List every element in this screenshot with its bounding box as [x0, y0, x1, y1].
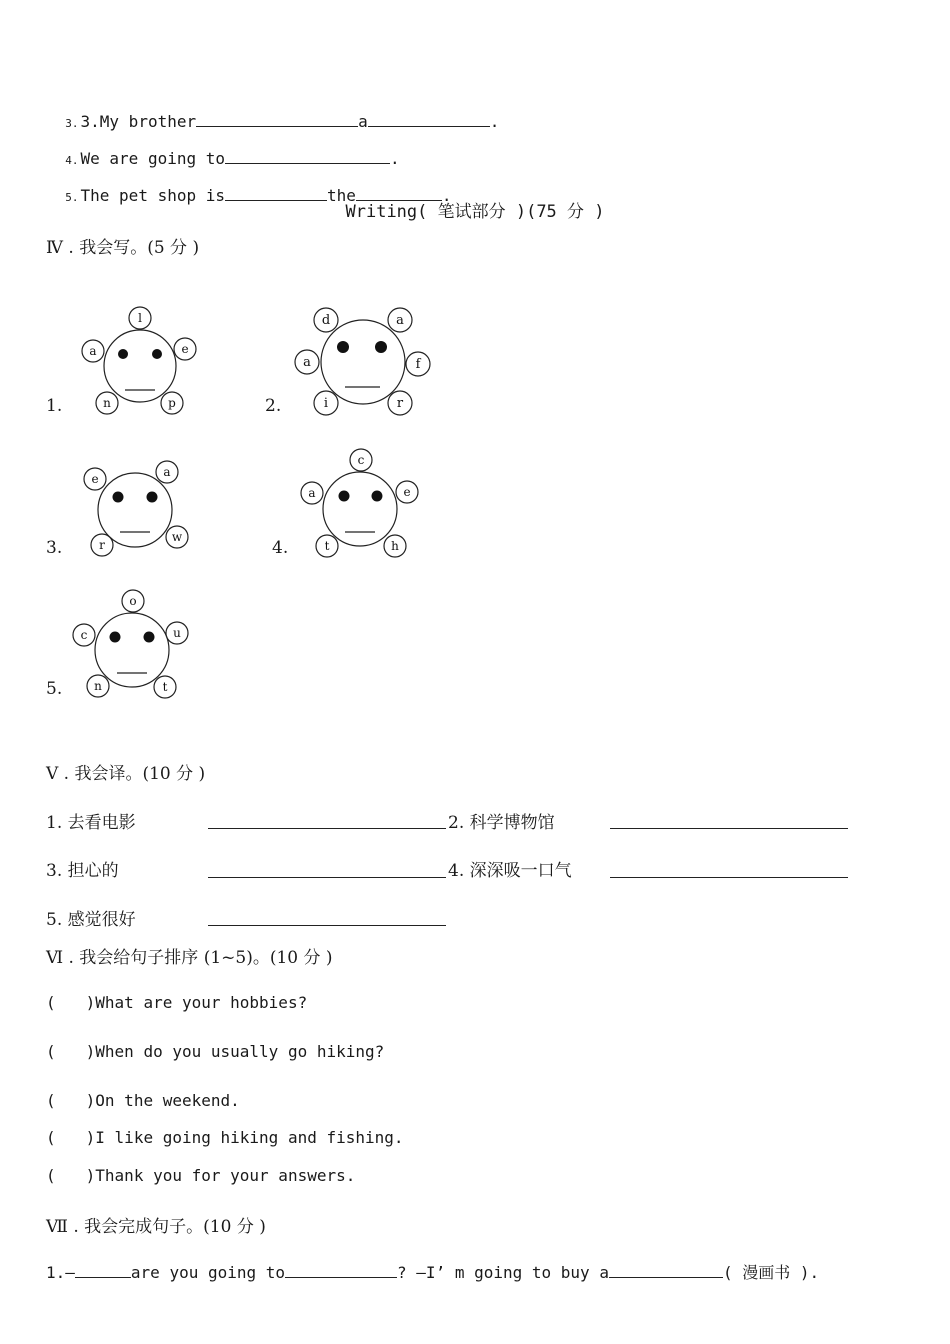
item-number: 3. — [46, 861, 63, 881]
item-number: 1. — [46, 813, 63, 833]
translate-item-4 — [448, 856, 572, 881]
sentence-text: What are your hobbies? — [95, 993, 308, 1012]
answer-blank[interactable] — [285, 1263, 397, 1278]
puzzle-number: 1. — [46, 396, 63, 416]
letter: l — [138, 311, 142, 325]
section4-title: Ⅳ . 我会写。(5 分 ) — [46, 238, 200, 258]
item-number: 5. — [46, 910, 63, 930]
bracket-open: ( — [46, 1042, 56, 1061]
letter: d — [321, 313, 331, 328]
bracket-close: ) — [85, 1091, 96, 1110]
item-number: 1.— — [46, 1263, 75, 1282]
letter: r — [396, 396, 404, 411]
item-number: 3. — [65, 117, 79, 130]
section5-title: Ⅴ . 我会译。(10 分 ) — [46, 764, 206, 784]
letter: u — [173, 626, 181, 640]
item-prefix: 3.My brother — [80, 112, 197, 131]
item-number: 2. — [448, 813, 465, 833]
letter: h — [391, 539, 399, 553]
order-sentence-1 — [46, 991, 307, 1015]
item-prefix: The pet shop is — [80, 186, 226, 205]
letter: a — [89, 344, 97, 358]
letter: a — [163, 465, 171, 479]
answer-line[interactable] — [208, 877, 446, 878]
letter: i — [323, 396, 329, 411]
order-sentence-5 — [46, 1164, 355, 1188]
letter-face-2 — [290, 302, 435, 422]
letter: a — [303, 355, 311, 370]
answer-line[interactable] — [610, 828, 848, 829]
sentence-text: Thank you for your answers. — [95, 1166, 356, 1185]
item-number: 5. — [65, 191, 79, 204]
translate-item-2 — [448, 808, 555, 833]
answer-blank[interactable] — [609, 1263, 723, 1278]
sentence-text: On the weekend. — [95, 1091, 240, 1110]
answer-line[interactable] — [208, 828, 446, 829]
item-number: 4. — [448, 861, 465, 881]
item-text: 感觉很好 — [67, 910, 136, 930]
item-text: 科学博物馆 — [469, 813, 555, 833]
letter-face-3 — [78, 455, 198, 565]
letter: p — [168, 396, 176, 410]
item-mid: a — [358, 112, 368, 131]
letter-face-4 — [297, 445, 427, 565]
letter: n — [103, 396, 111, 410]
letter: w — [171, 530, 183, 544]
section7-title: Ⅶ . 我会完成句子。(10 分 ) — [46, 1217, 266, 1237]
order-sentence-3 — [46, 1089, 240, 1113]
item-mid: the — [327, 186, 356, 205]
bracket-close: ) — [85, 1042, 96, 1061]
item-text: 深深吸一口气 — [469, 861, 572, 881]
puzzle-number: 4. — [272, 538, 289, 558]
sentence-text: When do you usually go hiking? — [95, 1042, 385, 1061]
letter: r — [99, 538, 105, 552]
bracket-open: ( — [46, 1128, 56, 1147]
answer-line[interactable] — [208, 925, 446, 926]
item-number: 4. — [65, 154, 79, 167]
order-sentence-4 — [46, 1126, 404, 1150]
puzzle-number: 5. — [46, 679, 63, 699]
letter: e — [181, 342, 189, 356]
letter: e — [403, 485, 411, 499]
answer-line[interactable] — [610, 877, 848, 878]
letter-face-1 — [75, 300, 205, 425]
item-text: 担心的 — [67, 861, 119, 881]
item-end: . — [489, 112, 500, 131]
translate-item-3 — [46, 856, 119, 881]
letter-face-5 — [70, 587, 195, 702]
letter: a — [308, 486, 316, 500]
letter: a — [396, 313, 404, 328]
sentence-part: ? —I’ m going to buy a — [397, 1263, 609, 1282]
complete-sentence-1 — [46, 1261, 819, 1285]
sentence-text: I like going hiking and fishing. — [95, 1128, 404, 1147]
sentence-part: ( 漫画书 ). — [722, 1263, 820, 1282]
letter: c — [80, 628, 88, 642]
item-end: . — [441, 186, 452, 205]
letter: t — [324, 539, 330, 553]
order-sentence-2 — [46, 1040, 384, 1064]
item-prefix: We are going to — [80, 149, 226, 168]
letter: c — [357, 453, 365, 467]
bracket-close: ) — [85, 993, 96, 1012]
bracket-open: ( — [46, 1166, 56, 1185]
letter: f — [415, 357, 421, 372]
answer-blank[interactable] — [75, 1263, 131, 1278]
item-text: 去看电影 — [67, 813, 136, 833]
sentence-part: are you going to — [130, 1263, 286, 1282]
puzzle-number: 3. — [46, 538, 63, 558]
letter: e — [91, 472, 99, 486]
section6-title: Ⅵ . 我会给句子排序 (1~5)。(10 分 ) — [46, 948, 333, 968]
item-end: . — [390, 149, 400, 168]
bracket-close: ) — [85, 1128, 96, 1147]
writing-title: Writing( 笔试部分 )(75 分 ) — [345, 202, 605, 222]
bracket-close: ) — [85, 1166, 96, 1185]
translate-item-5 — [46, 905, 136, 930]
bracket-open: ( — [46, 1091, 56, 1110]
puzzle-number: 2. — [265, 396, 282, 416]
letter: n — [94, 679, 102, 693]
letter: t — [162, 680, 168, 694]
bracket-open: ( — [46, 993, 56, 1012]
translate-item-1 — [46, 808, 136, 833]
letter: o — [129, 594, 137, 608]
